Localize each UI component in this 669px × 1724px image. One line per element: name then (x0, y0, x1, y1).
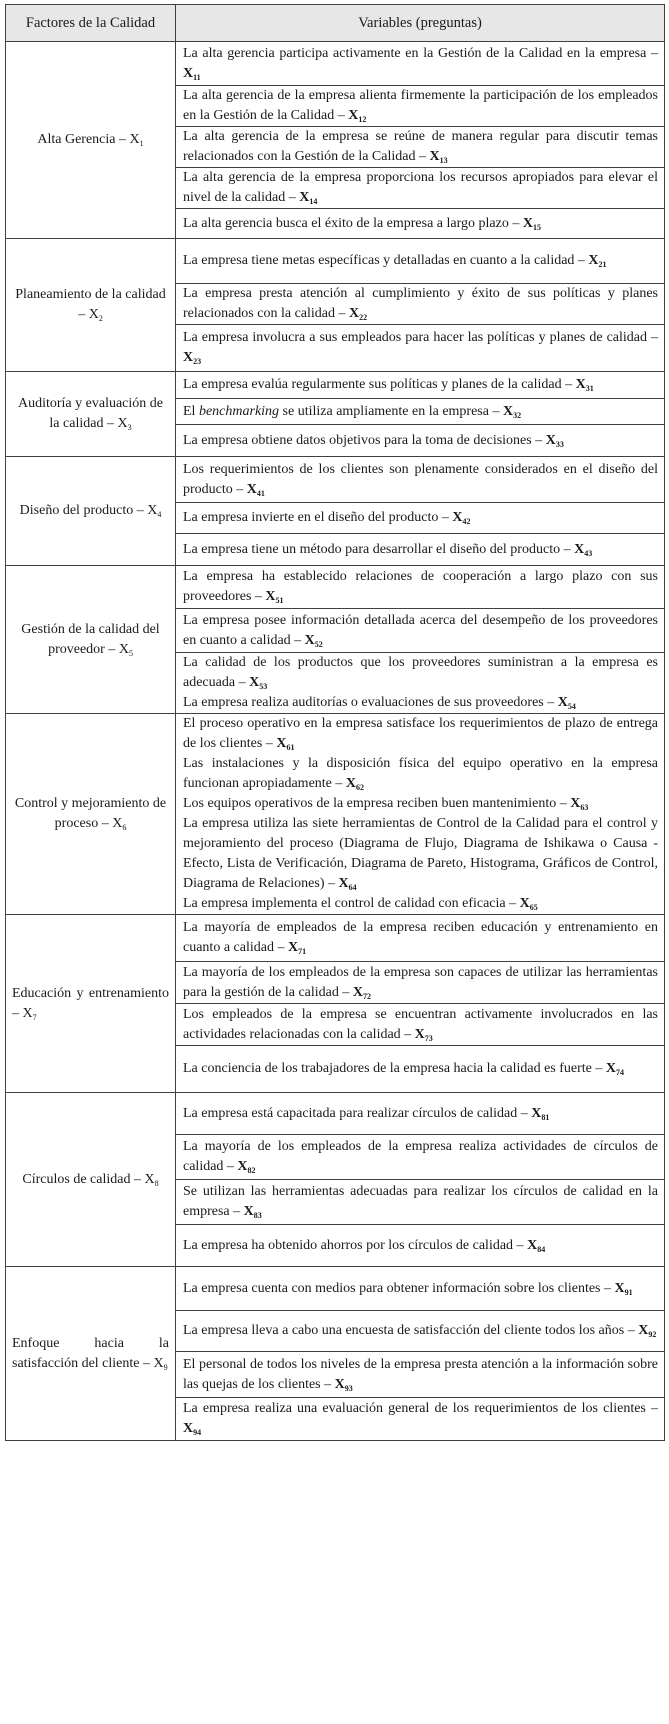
variable-code-subscript: 41 (256, 488, 265, 498)
factor-subscript: 4 (157, 510, 162, 519)
variable-item (183, 1104, 658, 1124)
variable-code-subscript: 33 (555, 439, 564, 449)
variable-text: La alta gerencia busca el éxito de la empresa a largo plazo – (183, 215, 523, 231)
variable-code-letter: X (183, 1421, 194, 1436)
variable-item (183, 1236, 658, 1256)
table-row (6, 372, 665, 399)
variable-code (349, 306, 367, 321)
variable-code-subscript: 42 (462, 517, 471, 526)
variable-code (265, 589, 283, 604)
variable-code-letter: X (502, 403, 514, 419)
variable-cell (176, 503, 665, 534)
variable-code-subscript: 73 (424, 1033, 433, 1043)
variable-item (183, 431, 658, 451)
variable-code-subscript: 23 (193, 357, 202, 366)
variable-code-letter: X (638, 1323, 649, 1338)
variable-code-subscript: 32 (513, 410, 522, 420)
variable-item (183, 540, 658, 560)
variable-code (606, 1061, 624, 1076)
variable-item (183, 44, 658, 84)
variable-code-subscript: 72 (363, 991, 371, 1001)
factor-cell (6, 457, 176, 566)
factor-cell (6, 714, 176, 915)
variable-cell (176, 399, 665, 425)
variable-text-emphasis: benchmarking (198, 403, 280, 419)
variable-code-subscript: 83 (253, 1211, 262, 1220)
variable-code-subscript: 82 (247, 1166, 256, 1175)
variable-item (183, 508, 658, 528)
variable-code-letter: X (429, 149, 440, 164)
variable-code-subscript: 43 (584, 548, 593, 558)
factor-subscript: 6 (122, 823, 127, 832)
variable-item (183, 963, 658, 1003)
variable-code (588, 253, 606, 268)
variable-cell (176, 915, 665, 962)
variable-code (299, 190, 317, 205)
variable-text: se utiliza ampliamente en la empresa – (279, 403, 503, 419)
variable-item (183, 328, 658, 368)
factor-cell (6, 566, 176, 714)
variable-code-subscript: 81 (541, 1112, 550, 1122)
variable-item (183, 1005, 658, 1045)
variable-item (183, 1059, 658, 1079)
variable-code-subscript: 21 (598, 260, 607, 269)
factor-subscript: 2 (98, 314, 103, 323)
variable-cell (176, 534, 665, 566)
table-row (6, 42, 665, 86)
variable-item (183, 814, 658, 894)
variable-code-letter: X (183, 65, 194, 81)
variable-cell (176, 1225, 665, 1267)
variable-code-letter: X (237, 1159, 248, 1174)
quality-factors-table (5, 4, 665, 1441)
variable-code (183, 1421, 201, 1436)
table-row (6, 457, 665, 503)
factor-label: Control y mejoramiento de proceso – X (14, 796, 167, 831)
variable-code (339, 876, 357, 891)
variable-code (531, 1106, 549, 1121)
variable-item (183, 754, 658, 794)
variable-code-letter: X (348, 306, 360, 321)
variable-cell (176, 1352, 665, 1398)
variable-code (570, 796, 588, 811)
variable-item (183, 693, 658, 713)
variable-code (288, 940, 306, 955)
variable-code-subscript: 94 (193, 1428, 202, 1437)
variable-code-letter: X (338, 876, 349, 891)
variable-text: La empresa tiene un método para desarrollar el diseño del producto – (183, 541, 575, 557)
variable-cell (176, 209, 665, 239)
variable-text: La empresa invierte en el diseño del producto – (183, 510, 453, 525)
variable-cell (176, 1135, 665, 1180)
variable-cell (176, 1046, 665, 1093)
variable-cell (176, 239, 665, 284)
variable-text: La empresa obtiene datos objetivos para la toma de decisiones – (183, 432, 546, 448)
factor-subscript: 5 (128, 648, 133, 658)
variable-text: La mayoría de empleados de la empresa reciben educación y entrenamiento en cuanto a calidad – (183, 920, 658, 955)
variable-code-letter: X (574, 541, 585, 557)
variable-code-letter: X (570, 796, 581, 811)
variable-text: Los empleados de la empresa se encuentran activamente involucrados en las actividades relacionadas con la calidad – (183, 1006, 658, 1042)
factor-label: Círculos de calidad – X (22, 1171, 155, 1187)
table-row (6, 1267, 665, 1311)
variable-cell (176, 1004, 665, 1046)
variable-text: La mayoría de los empleados de la empresa realiza actividades de círculos de calidad – (183, 1139, 658, 1174)
variable-text: La empresa ha establecido relaciones de cooperación a largo plazo con sus proveedores – (183, 569, 658, 604)
variable-code-subscript: 13 (439, 156, 448, 165)
factor-subscript: 3 (127, 423, 132, 432)
variable-code (523, 216, 541, 231)
variable-code-subscript: 12 (358, 115, 367, 124)
variable-cell (176, 425, 665, 457)
factor-label: Educación y entrenamiento – X (12, 985, 169, 1021)
variable-code-subscript: 54 (567, 702, 576, 711)
variable-cell (176, 372, 665, 399)
variable-code-subscript: 71 (298, 947, 307, 956)
variable-code (249, 675, 267, 690)
factor-label: Gestión de la calidad del proveedor – X (21, 621, 160, 657)
variable-code-letter: X (614, 1280, 625, 1296)
variable-cell (176, 86, 665, 127)
variable-text: La empresa realiza auditorías o evaluaciones de sus proveedores – (183, 695, 558, 710)
variable-code-subscript: 63 (580, 803, 589, 812)
table-row (6, 915, 665, 962)
variable-item (183, 1279, 658, 1299)
variable-code-letter: X (265, 589, 276, 604)
variable-code-subscript: 31 (585, 384, 594, 393)
variable-item (183, 127, 658, 167)
variable-item (183, 567, 658, 607)
variable-item (183, 653, 658, 693)
factor-subscript: 8 (154, 1178, 159, 1188)
variable-text: Los equipos operativos de la empresa reciben buen mantenimiento – (183, 796, 571, 811)
variable-cell (176, 566, 665, 609)
variable-text: El personal de todos los niveles de la empresa presta atención a la información sobre las quejas de los clientes – (183, 1356, 658, 1392)
variable-code-letter: X (299, 190, 310, 205)
variable-code-letter: X (414, 1026, 425, 1042)
variable-code-letter: X (352, 984, 363, 1000)
variable-code (503, 404, 521, 419)
variable-item (183, 1182, 658, 1222)
variable-code-subscript: 92 (648, 1330, 657, 1339)
variable-item (183, 402, 658, 422)
variable-code (247, 482, 265, 497)
variable-text: La alta gerencia de la empresa se reúne de manera regular para discutir temas relacionados con la Gestión de la Calidad – (183, 129, 658, 164)
variable-text: La alta gerencia participa activamente en la Gestión de la Calidad en la empresa – (183, 45, 658, 61)
variable-text: La empresa posee información detallada acerca del desempeño de los proveedores en cuanto a calidad – (183, 612, 658, 648)
variable-text: Se utilizan las herramientas adecuadas para realizar los círculos de calidad en la empresa – (183, 1184, 658, 1219)
variable-text-prefix: El (183, 403, 199, 419)
header-variables: Variables (preguntas) (176, 5, 665, 42)
variable-cell (176, 1398, 665, 1441)
variable-code-letter: X (287, 940, 299, 955)
variable-code-subscript: 15 (532, 222, 541, 232)
factor-cell (6, 1267, 176, 1441)
factor-cell (6, 239, 176, 372)
variable-cell (176, 714, 665, 915)
variable-item (183, 1355, 658, 1395)
variable-item (183, 918, 658, 958)
variable-cell (176, 1267, 665, 1311)
variable-code-letter: X (452, 510, 463, 525)
variable-code (615, 1281, 633, 1296)
variable-code-letter: X (545, 432, 556, 448)
variable-code (305, 633, 323, 648)
variable-code-subscript: 51 (275, 596, 284, 605)
variable-text: La empresa ha obtenido ahorros por los círculos de calidad – (183, 1237, 528, 1253)
factor-subscript: 1 (139, 139, 144, 148)
variable-code (237, 1159, 255, 1174)
variable-item (183, 284, 658, 324)
variable-text: La empresa presta atención al cumplimiento y éxito de sus políticas y planes relacionados con la calidad – (183, 286, 658, 321)
variable-code-letter: X (519, 896, 530, 911)
factor-subscript: 9 (163, 1362, 168, 1372)
header-row (6, 5, 665, 42)
variable-code-subscript: 11 (193, 72, 201, 82)
variable-code (335, 1377, 353, 1392)
variable-item (183, 251, 658, 271)
factor-subscript: 7 (32, 1012, 37, 1022)
variable-code-letter: X (348, 108, 359, 123)
variable-code-subscript: 14 (309, 197, 318, 206)
variable-cell (176, 127, 665, 168)
variable-cell (176, 325, 665, 372)
variable-code (638, 1323, 656, 1338)
variable-code (348, 108, 366, 123)
factor-cell (6, 42, 176, 239)
variable-cell (176, 1180, 665, 1225)
variable-code-subscript: 52 (314, 639, 323, 649)
variable-code-subscript: 65 (529, 903, 538, 912)
variable-text: La mayoría de los empleados de la empresa son capaces de utilizar las herramientas para la gestión de la calidad – (183, 964, 658, 1000)
table-body (6, 42, 665, 1441)
variable-code-letter: X (605, 1061, 617, 1076)
variable-text: La empresa utiliza las siete herramientas de Control de la Calidad para el control y mejoramiento del proceso (Diagrama de Flujo, Diagrama de Ishikawa o Causa - Efecto, Lista de Verificación, Diagrama de Pareto, Histograma, Gráficos de Control, Diagrama de Relaciones) – (183, 816, 658, 891)
factor-label: Alta Gerencia – X (37, 132, 140, 147)
variable-code-letter: X (588, 253, 599, 268)
variable-cell (176, 1093, 665, 1135)
variable-code-letter: X (531, 1105, 542, 1121)
variable-code-subscript: 22 (359, 313, 368, 322)
variable-item (183, 611, 658, 651)
variable-code-subscript: 64 (348, 883, 357, 892)
factor-label: Enfoque hacia la satisfacción del cliente – X (12, 1335, 169, 1371)
variable-item (183, 1137, 658, 1177)
variable-item (183, 460, 658, 500)
variable-text: La empresa realiza una evaluación general de los requerimientos de los clientes – (183, 1401, 658, 1416)
variable-code (527, 1238, 545, 1253)
variable-code-letter: X (304, 632, 315, 648)
variable-cell (176, 168, 665, 209)
factor-cell (6, 372, 176, 457)
variable-text: La empresa evalúa regularmente sus políticas y planes de la calidad – (183, 377, 576, 392)
variable-code-letter: X (557, 695, 568, 710)
variable-text: La empresa tiene metas específicas y detalladas en cuanto a la calidad – (183, 253, 589, 268)
variable-cell (176, 284, 665, 325)
variable-item (183, 214, 658, 234)
variable-code-letter: X (522, 215, 533, 231)
variable-code-subscript: 84 (537, 1244, 546, 1254)
variable-code (353, 985, 371, 1000)
variable-item (183, 1399, 658, 1439)
variable-item (183, 894, 658, 914)
variable-text: El proceso operativo en la empresa satisface los requerimientos de plazo de entrega de los clientes – (183, 716, 658, 751)
variable-cell (176, 457, 665, 503)
variable-code (276, 736, 294, 751)
variable-code (546, 433, 564, 448)
variable-item (183, 168, 658, 208)
factor-label: Auditoría y evaluación de la calidad – X (17, 396, 163, 431)
variable-text: La empresa lleva a cabo una encuesta de satisfacción del cliente todos los años – (183, 1323, 639, 1338)
variable-code (429, 149, 447, 164)
header-factors: Factores de la Calidad (6, 5, 176, 42)
variable-code (183, 350, 201, 365)
variable-code (576, 377, 594, 392)
variable-text: La empresa involucra a sus empleados para hacer las políticas y planes de calidad – (183, 330, 658, 345)
variable-code-letter: X (575, 377, 586, 392)
table-row (6, 566, 665, 609)
variable-code-subscript: 74 (616, 1068, 625, 1077)
variable-cell (176, 653, 665, 714)
variable-text: La empresa cuenta con medios para obtener información sobre los clientes – (183, 1280, 615, 1296)
table-row (6, 1093, 665, 1135)
table-row (6, 239, 665, 284)
variable-text: La alta gerencia de la empresa alienta firmemente la participación de los empleados en la Gestión de la Calidad – (183, 88, 658, 123)
variable-code-letter: X (276, 736, 287, 751)
variable-code (415, 1027, 433, 1042)
variable-text: La calidad de los productos que los proveedores suministran a la empresa es adecuada – (183, 655, 658, 690)
variable-text: La empresa implementa el control de calidad con eficacia – (183, 896, 520, 911)
variable-code-letter: X (243, 1204, 254, 1219)
variable-cell (176, 962, 665, 1004)
variable-code-subscript: 93 (344, 1383, 353, 1393)
variable-code-letter: X (334, 1376, 345, 1392)
variable-code-letter: X (345, 776, 357, 791)
variable-code-subscript: 61 (286, 743, 295, 752)
variable-text: La alta gerencia de la empresa proporciona los recursos apropiados para elevar el nivel de la calidad – (183, 170, 658, 205)
variable-cell (176, 609, 665, 653)
variable-code (520, 896, 538, 911)
variable-code-subscript: 62 (356, 783, 365, 792)
variable-code (574, 542, 592, 557)
variable-code (452, 510, 470, 525)
variable-item (183, 714, 658, 754)
table-row (6, 714, 665, 915)
variable-item (183, 794, 658, 814)
variable-code-subscript: 53 (259, 682, 268, 691)
variable-item (183, 1321, 658, 1341)
variable-code-letter: X (527, 1237, 538, 1253)
variable-text: Las instalaciones y la disposición física del equipo operativo en la empresa funcionan apropiadamente – (183, 756, 658, 791)
variable-code-subscript: 91 (624, 1287, 633, 1297)
factor-label: Planeamiento de la calidad – X (15, 287, 166, 322)
variable-code (346, 776, 364, 791)
variable-text: Los requerimientos de los clientes son plenamente considerados en el diseño del producto – (183, 461, 658, 497)
variable-item (183, 375, 658, 395)
variable-code (558, 695, 576, 710)
variable-code-letter: X (249, 675, 260, 690)
factor-cell (6, 915, 176, 1093)
factor-cell (6, 1093, 176, 1267)
variable-code-letter: X (246, 481, 257, 497)
variable-code (183, 66, 201, 81)
variable-text: La empresa está capacitada para realizar círculos de calidad – (183, 1105, 532, 1121)
variable-text: La conciencia de los trabajadores de la empresa hacia la calidad es fuerte – (183, 1061, 606, 1076)
variable-code-letter: X (183, 350, 194, 365)
variable-cell (176, 1311, 665, 1352)
variable-cell (176, 42, 665, 86)
factor-label: Diseño del producto – X (19, 503, 158, 518)
variable-code (244, 1204, 262, 1219)
variable-item (183, 86, 658, 126)
